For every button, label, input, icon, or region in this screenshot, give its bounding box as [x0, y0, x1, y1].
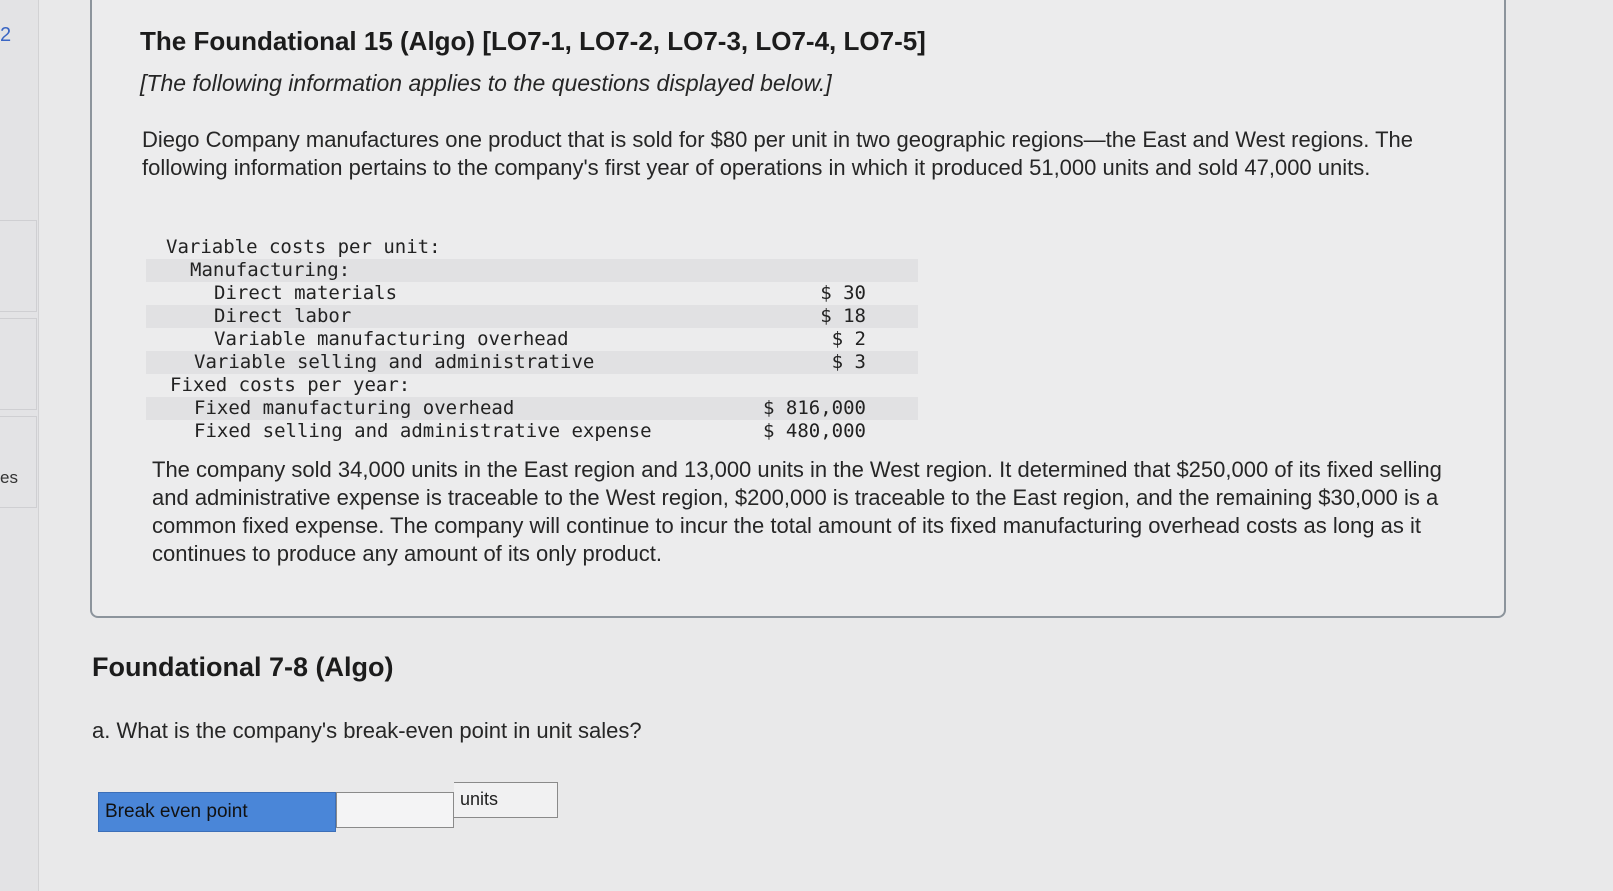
- row-label: Fixed costs per year:: [170, 374, 411, 396]
- row-label: Direct labor: [214, 305, 352, 327]
- table-row: [146, 328, 918, 351]
- table-row: [146, 420, 918, 443]
- table-row: [146, 351, 918, 374]
- row-amount: $ 3: [831, 351, 866, 373]
- nav-item-2[interactable]: [0, 318, 37, 410]
- question-text: a. What is the company's break-even point in unit sales?: [92, 718, 642, 743]
- page-title: The Foundational 15 (Algo) [LO7-1, LO7-2, LO7-3, LO7-4, LO7-5]: [140, 26, 926, 56]
- table-row: [146, 397, 918, 420]
- table-row: [146, 236, 918, 259]
- nav-item-3[interactable]: [0, 416, 37, 508]
- table-row: [146, 305, 918, 328]
- details-paragraph: The company sold 34,000 units in the East region and 13,000 units in the West region. It determined that $250,000 of its fixed selling and administrative expense is traceable to the West region, $200,000 is traceable to the East region, and the remaining $30,000 is a common fixed expense. The company will continue to incur the total amount of its fixed manufacturing overhead costs as long as it continues to produce any amount of its only product.: [152, 457, 1442, 566]
- row-label: Variable manufacturing overhead: [214, 328, 569, 350]
- nav-item-1[interactable]: [0, 220, 37, 312]
- table-row: [146, 374, 918, 397]
- answer-unit: units: [454, 782, 558, 818]
- page-subtitle: [The following information applies to the questions displayed below.]: [140, 70, 832, 96]
- nav-side-label[interactable]: es: [0, 468, 18, 487]
- answer-label: Break even point: [98, 792, 336, 832]
- row-amount: $ 816,000: [763, 397, 866, 419]
- row-label: Variable selling and administrative: [194, 351, 595, 373]
- nav-marker: 2: [0, 24, 12, 46]
- break-even-input[interactable]: [336, 792, 454, 828]
- row-label: Direct materials: [214, 282, 398, 304]
- left-nav-panel: [0, 0, 39, 891]
- cost-table: [146, 236, 918, 443]
- intro-paragraph: Diego Company manufactures one product that is sold for $80 per unit in two geographic regions—the East and West regions. The following information pertains to the company's first year of operations in which it produced 51,000 units and sold 47,000 units.: [142, 127, 1414, 180]
- section-title: Foundational 7-8 (Algo): [92, 652, 394, 682]
- row-label: Variable costs per unit:: [166, 236, 441, 258]
- row-amount: $ 18: [820, 305, 866, 327]
- table-row: [146, 259, 918, 282]
- row-label: Manufacturing:: [190, 259, 351, 281]
- row-amount: $ 2: [831, 328, 866, 350]
- row-amount: $ 30: [820, 282, 866, 304]
- answer-row: [98, 789, 558, 832]
- row-amount: $ 480,000: [763, 420, 866, 442]
- row-label: Fixed selling and administrative expense: [194, 420, 652, 442]
- row-label: Fixed manufacturing overhead: [194, 397, 515, 419]
- table-row: [146, 282, 918, 305]
